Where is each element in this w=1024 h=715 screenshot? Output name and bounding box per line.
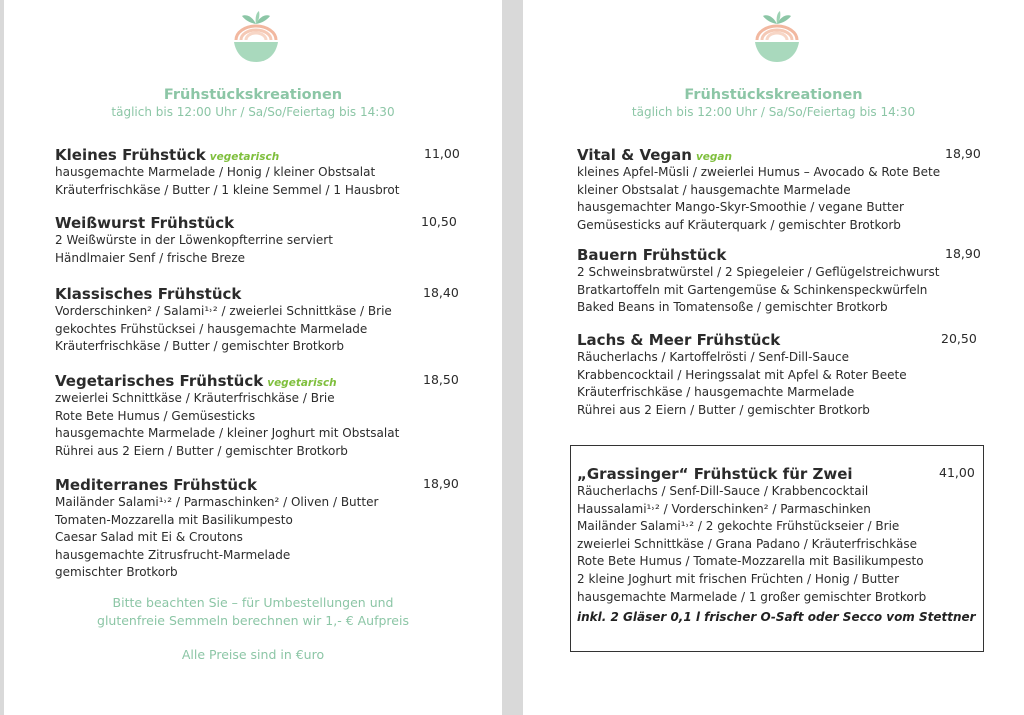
item-price: 20,50 <box>941 331 977 346</box>
item-description-line: Rote Bete Humus / Tomate-Mozzarella mit Basilikumpesto <box>577 554 924 569</box>
item-title: Vegetarisches Frühstück <box>55 372 264 390</box>
item-description-line: Kräuterfrischkäse / Butter / 1 kleine Semmel / 1 Hausbrot <box>55 182 400 197</box>
item-description-line: Tomaten-Mozzarella mit Basilikumpesto <box>55 512 293 527</box>
item-price: 18,50 <box>423 372 459 387</box>
item-description-line: zweierlei Schnittkäse / Kräuterfrischkäse / Brie <box>55 391 335 405</box>
section-heading <box>4 87 502 119</box>
item-description-line: kleines Apfel-Müsli / zweierlei Humus – Avocado & Rote Bete <box>577 165 941 179</box>
menu-item <box>577 245 979 317</box>
heading-title: Frühstückskreationen <box>163 87 343 103</box>
item-description-line: hausgemachte Marmelade / kleiner Joghurt mit Obstsalat <box>55 426 400 441</box>
surcharge-note-line: glutenfreie Semmeln berechnen wir 1,- € Aufpreis <box>97 613 409 628</box>
item-description-line: Räucherlachs / Senf-Dill-Sauce / Krabbencocktail <box>577 484 869 498</box>
currency-note: Alle Preise sind in €uro <box>181 647 325 662</box>
item-description-line: hausgemachte Zitrusfrucht-Marmelade <box>55 547 291 562</box>
item-price: 18,40 <box>423 285 459 300</box>
item-description-line: 2 kleine Joghurt mit frischen Früchten / Honig / Butter <box>577 571 900 586</box>
item-price: 10,50 <box>421 214 457 229</box>
item-price: 18,90 <box>945 246 981 261</box>
menu-item <box>55 213 457 267</box>
bowl-logo-icon <box>751 10 803 66</box>
item-price: 11,00 <box>424 146 460 161</box>
item-description-line: zweierlei Schnittkäse / Grana Padano / Kräuterfrischkäse <box>577 536 918 551</box>
item-description-line: Mailänder Salami¹˒² / Parmaschinken² / Oliven / Butter <box>55 495 379 509</box>
item-description-line: Gemüsesticks auf Kräuterquark / gemischter Brotkorb <box>577 217 901 232</box>
item-description-line: Haussalami¹˒² / Vorderschinken² / Parmaschinken <box>577 501 871 516</box>
menu-item <box>577 145 979 234</box>
item-price: 41,00 <box>939 465 975 480</box>
item-description-line: Caesar Salad mit Ei & Croutons <box>55 530 243 545</box>
item-description-line: Baked Beans in Tomatensoße / gemischter Brotkorb <box>577 300 888 315</box>
item-description-line: gekochtes Frühstücksei / hausgemachte Marmelade <box>55 321 368 336</box>
item-description-line: hausgemachte Marmelade / 1 großer gemischter Brotkorb <box>577 589 927 604</box>
item-description-line: Krabbencocktail / Heringssalat mit Apfel & Roter Beete <box>577 367 907 382</box>
heading-subtitle: täglich bis 12:00 Uhr / Sa/So/Feiertag bis 14:30 <box>111 105 395 119</box>
item-description-line: Mailänder Salami¹˒² / 2 gekochte Frühstückseier / Brie <box>577 519 900 534</box>
section-heading <box>523 87 1024 119</box>
item-title: „Grassinger“ Frühstück für Zwei <box>577 465 853 483</box>
item-description-line: Räucherlachs / Kartoffelrösti / Senf-Dill-Sauce <box>577 350 849 364</box>
item-title: Mediterranes Frühstück <box>55 476 257 494</box>
menu-item <box>577 330 979 419</box>
item-title: Kleines Frühstück <box>55 146 206 164</box>
item-description-line: Rote Bete Humus / Gemüsesticks <box>55 408 256 423</box>
item-description-line: hausgemachte Marmelade / Honig / kleiner Obstsalat <box>55 165 376 179</box>
heading-subtitle: täglich bis 12:00 Uhr / Sa/So/Feiertag bis 14:30 <box>631 105 916 119</box>
bowl-logo-icon <box>230 10 282 66</box>
item-description-line: Kräuterfrischkäse / hausgemachte Marmelade <box>577 385 855 400</box>
menu-item <box>577 464 975 624</box>
surcharge-note-line: Bitte beachten Sie – für Umbestellungen und <box>112 595 394 610</box>
menu-item <box>55 284 457 356</box>
item-price: 18,90 <box>423 476 459 491</box>
item-description-line: Händlmaier Senf / frische Breze <box>55 250 246 265</box>
item-description-line: Bratkartoffeln mit Gartengemüse & Schinkenspeckwürfeln <box>577 282 928 297</box>
menu-item <box>55 145 460 199</box>
item-description-line: gemischter Brotkorb <box>55 565 178 580</box>
item-title: Klassisches Frühstück <box>55 285 242 303</box>
menu-page-right <box>523 0 1024 715</box>
item-tag: vegetarisch <box>209 151 280 163</box>
item-title: Lachs & Meer Frühstück <box>577 331 781 349</box>
heading-title: Frühstückskreationen <box>684 87 863 103</box>
item-description-line: hausgemachter Mango-Skyr-Smoothie / vegane Butter <box>577 200 904 215</box>
menu-item <box>55 371 457 460</box>
special-includes-note: inkl. 2 Gläser 0,1 l frischer O-Saft oder Secco vom Stettner <box>577 610 976 625</box>
item-description-line: kleiner Obstsalat / hausgemachte Marmelade <box>577 182 851 197</box>
item-tag: vegan <box>695 151 732 163</box>
item-description-line: 2 Schweinsbratwürstel / 2 Spiegeleier / Geflügelstreichwurst <box>577 265 940 279</box>
item-tag: vegetarisch <box>267 377 337 389</box>
item-title: Bauern Frühstück <box>577 246 727 264</box>
item-description-line: 2 Weißwürste in der Löwenkopfterrine serviert <box>55 233 333 247</box>
menu-item <box>55 475 457 582</box>
item-description-line: Vorderschinken² / Salami¹˒² / zweierlei Schnittkäse / Brie <box>55 304 392 318</box>
item-title: Vital & Vegan <box>577 146 692 164</box>
item-description-line: Kräuterfrischkäse / Butter / gemischter Brotkorb <box>55 339 345 354</box>
item-description-line: Rührei aus 2 Eiern / Butter / gemischter Brotkorb <box>577 402 870 417</box>
item-description-line: Rührei aus 2 Eiern / Butter / gemischter Brotkorb <box>55 443 348 458</box>
special-offer-box <box>570 445 984 652</box>
item-title: Weißwurst Frühstück <box>55 214 235 232</box>
menu-page-left <box>4 0 502 715</box>
item-price: 18,90 <box>945 146 981 161</box>
surcharge-note <box>4 594 502 630</box>
